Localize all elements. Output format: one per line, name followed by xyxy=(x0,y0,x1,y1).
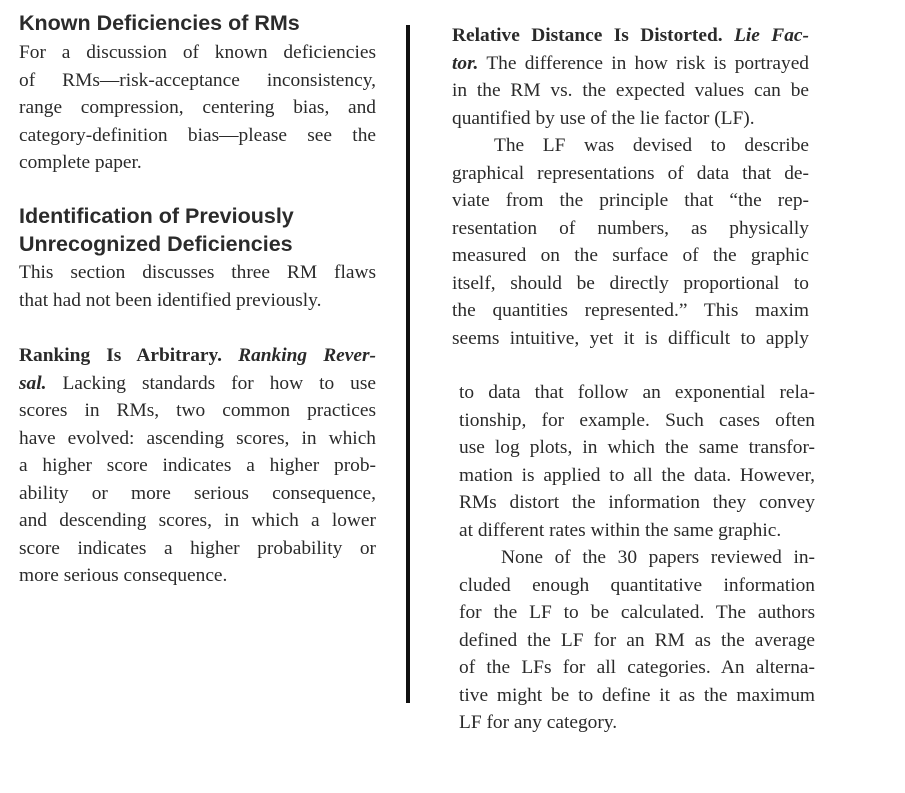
run-in-subtitle: tor. xyxy=(452,52,479,74)
text-line: For a discussion of known deficiencies xyxy=(19,42,376,63)
run-in-title: Relative Distance Is Distorted. xyxy=(452,25,723,46)
text-line xyxy=(459,544,815,572)
text-line: category-definition bias—please see the xyxy=(19,124,376,146)
text-line: resentation of numbers, as physically xyxy=(452,217,809,239)
text-line: quantified by use of the lie factor (LF). xyxy=(452,107,755,129)
text-line: use log plots, in which the same transfor- xyxy=(459,437,815,458)
text-line xyxy=(19,370,376,398)
paragraph-ranking-arbitrary xyxy=(19,342,376,590)
text-line: itself, should be directly proportional to xyxy=(452,272,809,294)
text-line: measured on the surface of the graphic xyxy=(452,245,809,266)
text-line xyxy=(452,22,809,50)
text-line: have evolved: ascending scores, in which xyxy=(19,427,376,449)
text-line: cluded enough quantitative information xyxy=(459,574,815,596)
text-fragment: The LF was devised to describe xyxy=(494,135,809,156)
text-line: viate from the principle that “the rep- xyxy=(452,190,809,211)
text-line: at different rates within the same graphic. xyxy=(459,519,782,541)
text-line: RMs distort the information they convey xyxy=(459,492,815,513)
text-line: ability or more serious consequence, xyxy=(19,482,376,504)
paragraph-known-deficiencies xyxy=(19,39,376,177)
text-fragment: Lacking standards for how to use xyxy=(62,372,376,394)
text-fragment: None of the 30 papers reviewed in- xyxy=(501,547,815,568)
run-in-subtitle: sal. xyxy=(19,372,47,394)
text-line: of the LFs for all categories. An alterna- xyxy=(459,657,815,678)
paragraph-exponential-continuation xyxy=(459,379,815,544)
text-line xyxy=(452,50,809,78)
text-line: graphical representations of data that de- xyxy=(452,162,809,184)
text-line: LF for any category. xyxy=(459,712,618,733)
text-line xyxy=(19,342,376,370)
heading-previously-unrecognized xyxy=(19,202,294,258)
text-line: tive might be to define it as the maximum xyxy=(459,684,815,706)
text-line: in the RM vs. the expected values can be xyxy=(452,80,809,101)
run-in-title: Ranking Is Arbitrary. xyxy=(19,345,223,366)
text-line: score indicates a higher probability or xyxy=(19,537,376,559)
text-line: tionship, for example. Such cases often xyxy=(459,409,815,431)
run-in-subtitle: Lie Fac- xyxy=(734,25,810,46)
text-line: complete paper. xyxy=(19,152,142,173)
heading-known-deficiencies: Known Deficiencies of RMs xyxy=(19,11,300,35)
column-divider xyxy=(406,25,410,703)
paragraph-relative-distance xyxy=(452,22,809,132)
text-line: that had not been identified previously. xyxy=(19,289,322,311)
text-line: defined the LF for an RM as the average xyxy=(459,629,815,651)
text-line: mation is applied to all the data. However, xyxy=(459,464,815,486)
text-line: of RMs—risk-acceptance inconsistency, xyxy=(19,69,376,91)
paragraph-thirty-papers xyxy=(459,544,815,737)
text-line: to data that follow an exponential rela- xyxy=(459,382,815,403)
text-fragment: The difference in how risk is portrayed xyxy=(486,52,809,74)
run-in-subtitle: Ranking Rever- xyxy=(238,345,376,366)
text-line: This section discusses three RM flaws xyxy=(19,262,376,283)
text-line: and descending scores, in which a lower xyxy=(19,510,376,531)
heading-line: Identification of Previously xyxy=(19,204,294,228)
text-line: for the LF to be calculated. The authors xyxy=(459,602,815,623)
text-line: the quantities represented.” This maxim xyxy=(452,300,809,321)
paragraph-three-flaws xyxy=(19,259,376,314)
text-line: scores in RMs, two common practices xyxy=(19,400,376,421)
text-line xyxy=(452,132,809,160)
text-line: a higher score indicates a higher prob- xyxy=(19,455,376,476)
text-line: range compression, centering bias, and xyxy=(19,97,376,118)
text-line: seems intuitive, yet it is difficult to apply xyxy=(452,327,809,349)
text-line: more serious consequence. xyxy=(19,565,228,586)
heading-line: Unrecognized Deficiencies xyxy=(19,232,293,256)
paragraph-lie-factor xyxy=(452,132,809,352)
